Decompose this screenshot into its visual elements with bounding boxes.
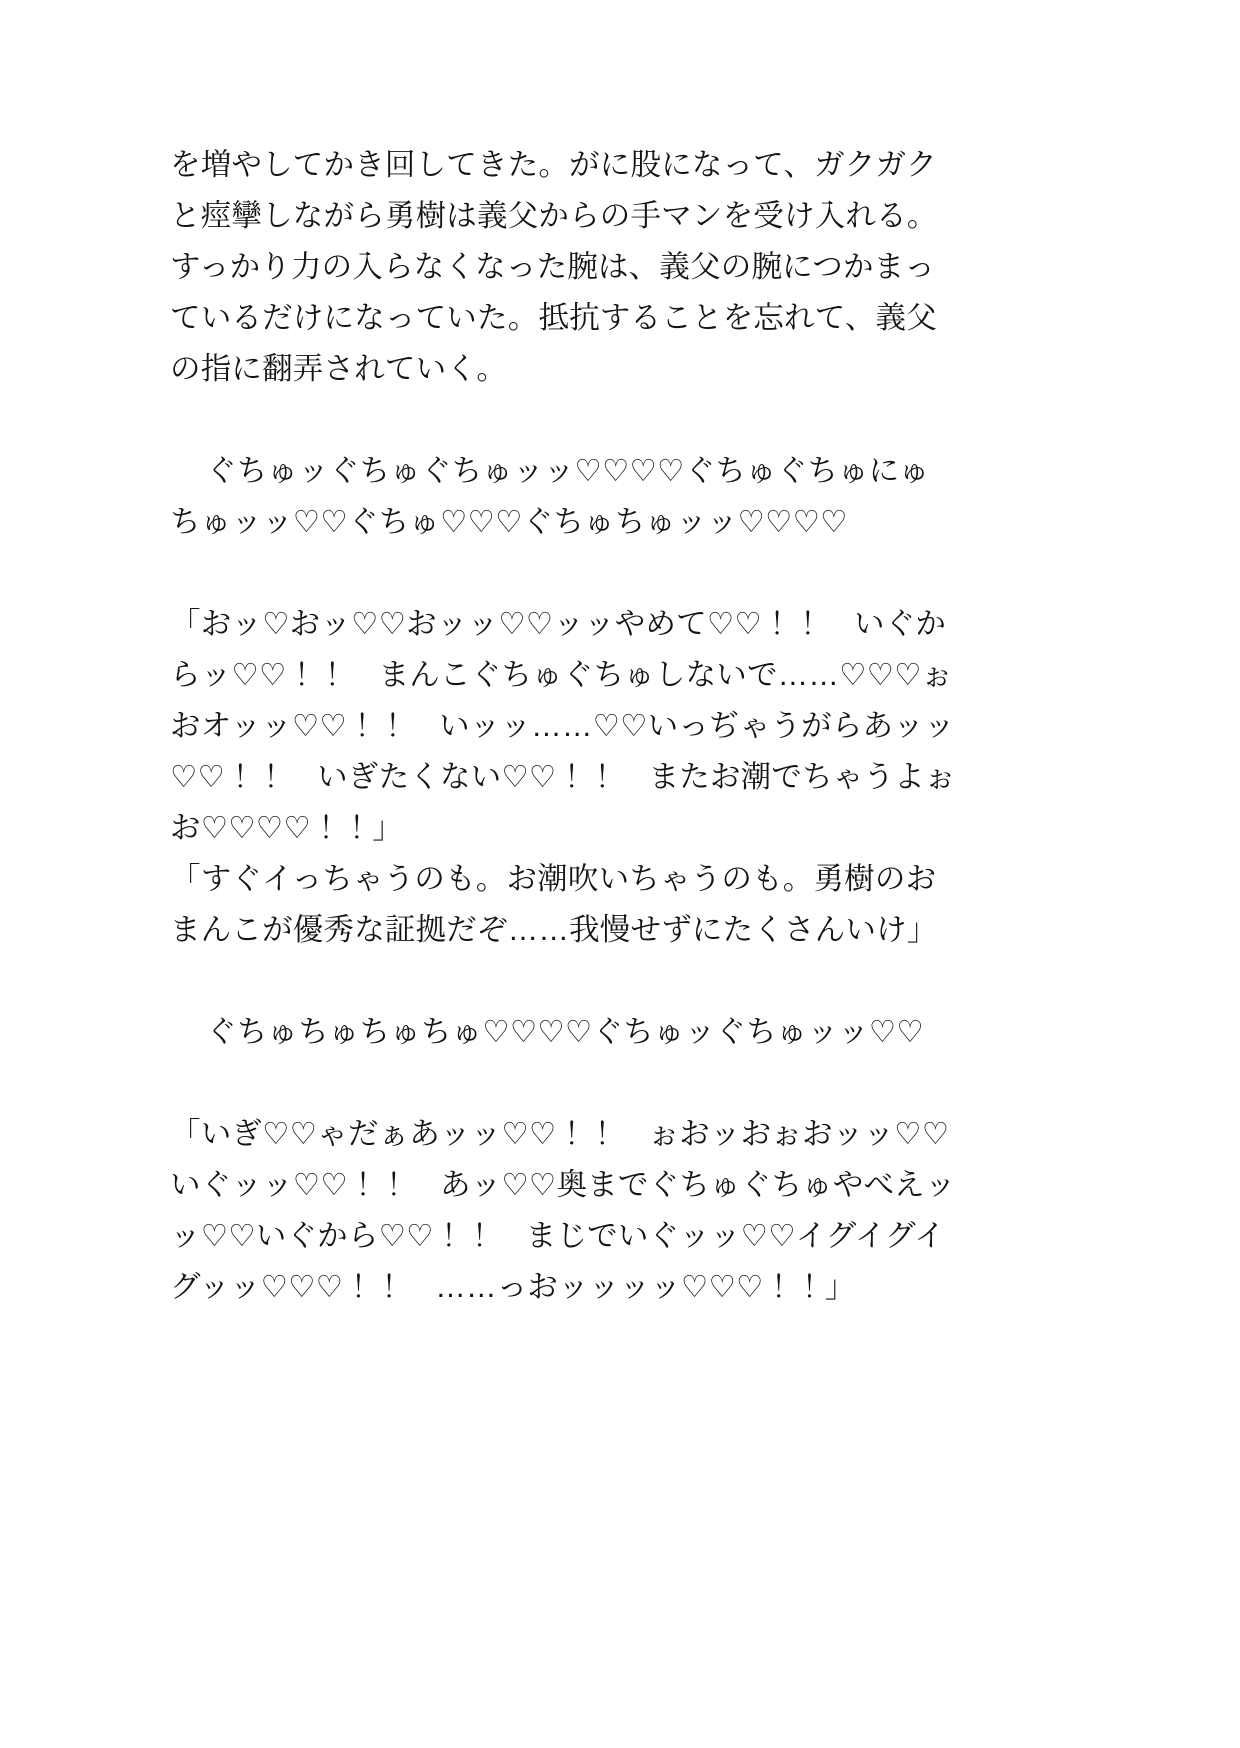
paragraph-spacer bbox=[170, 1058, 960, 1109]
paragraph-narration-1: を増やしてかき回してきた。がに股になって、ガクガクと痙攣しながら勇樹は義父からの手マンを受け入れる。すっかり力の入らなくなった腕は、義父の腕につかまっているだけになっていた。抵抗することを忘れて、義父の指に翻弄されていく。 bbox=[170, 148, 938, 386]
paragraph-sfx-2: ぐちゅちゅちゅちゅ♡♡♡♡ぐちゅッぐちゅッッ♡♡ bbox=[206, 1015, 924, 1049]
body-text-column bbox=[170, 140, 960, 1313]
paragraph-sfx-1: ぐちゅッぐちゅぐちゅッッ♡♡♡♡ぐちゅぐちゅにゅちゅッッ♡♡ぐちゅ♡♡♡ぐちゅちゅッッ♡♡♡♡ bbox=[170, 454, 930, 539]
paragraph-dialogue-3: 「いぎ♡♡ゃだぁあッッ♡♡！！ ぉおッおぉおッッ♡♡いぐッッ♡♡！！ あッ♡♡奥までぐちゅぐちゅやべえッッ♡♡いぐから♡♡！！ まじでいぐッッ♡♡イグイグイグッッ♡♡♡！！ ……っおッッッッ♡♡♡！！」 bbox=[170, 1117, 956, 1304]
paragraph-spacer bbox=[170, 548, 960, 599]
paragraph-dialogue-1: 「おッ♡おッ♡♡おッッ♡♡ッッやめて♡♡！！ いぐからッ♡♡！！ まんこぐちゅぐちゅしないで……♡♡♡ぉおオッッ♡♡！！ いッッ……♡♡いっぢゃうがらあッッ♡♡！！ いぎたくない♡♡！！ またお潮でちゃうよぉお♡♡♡♡！！」 bbox=[170, 607, 956, 845]
paragraph-dialogue-2: 「すぐイっちゃうのも。お潮吹いちゃうのも。勇樹のおまんこが優秀な証拠だぞ……我慢せずにたくさんいけ」 bbox=[170, 862, 938, 947]
paragraph-spacer bbox=[170, 956, 960, 1007]
paragraph-spacer bbox=[170, 395, 960, 446]
